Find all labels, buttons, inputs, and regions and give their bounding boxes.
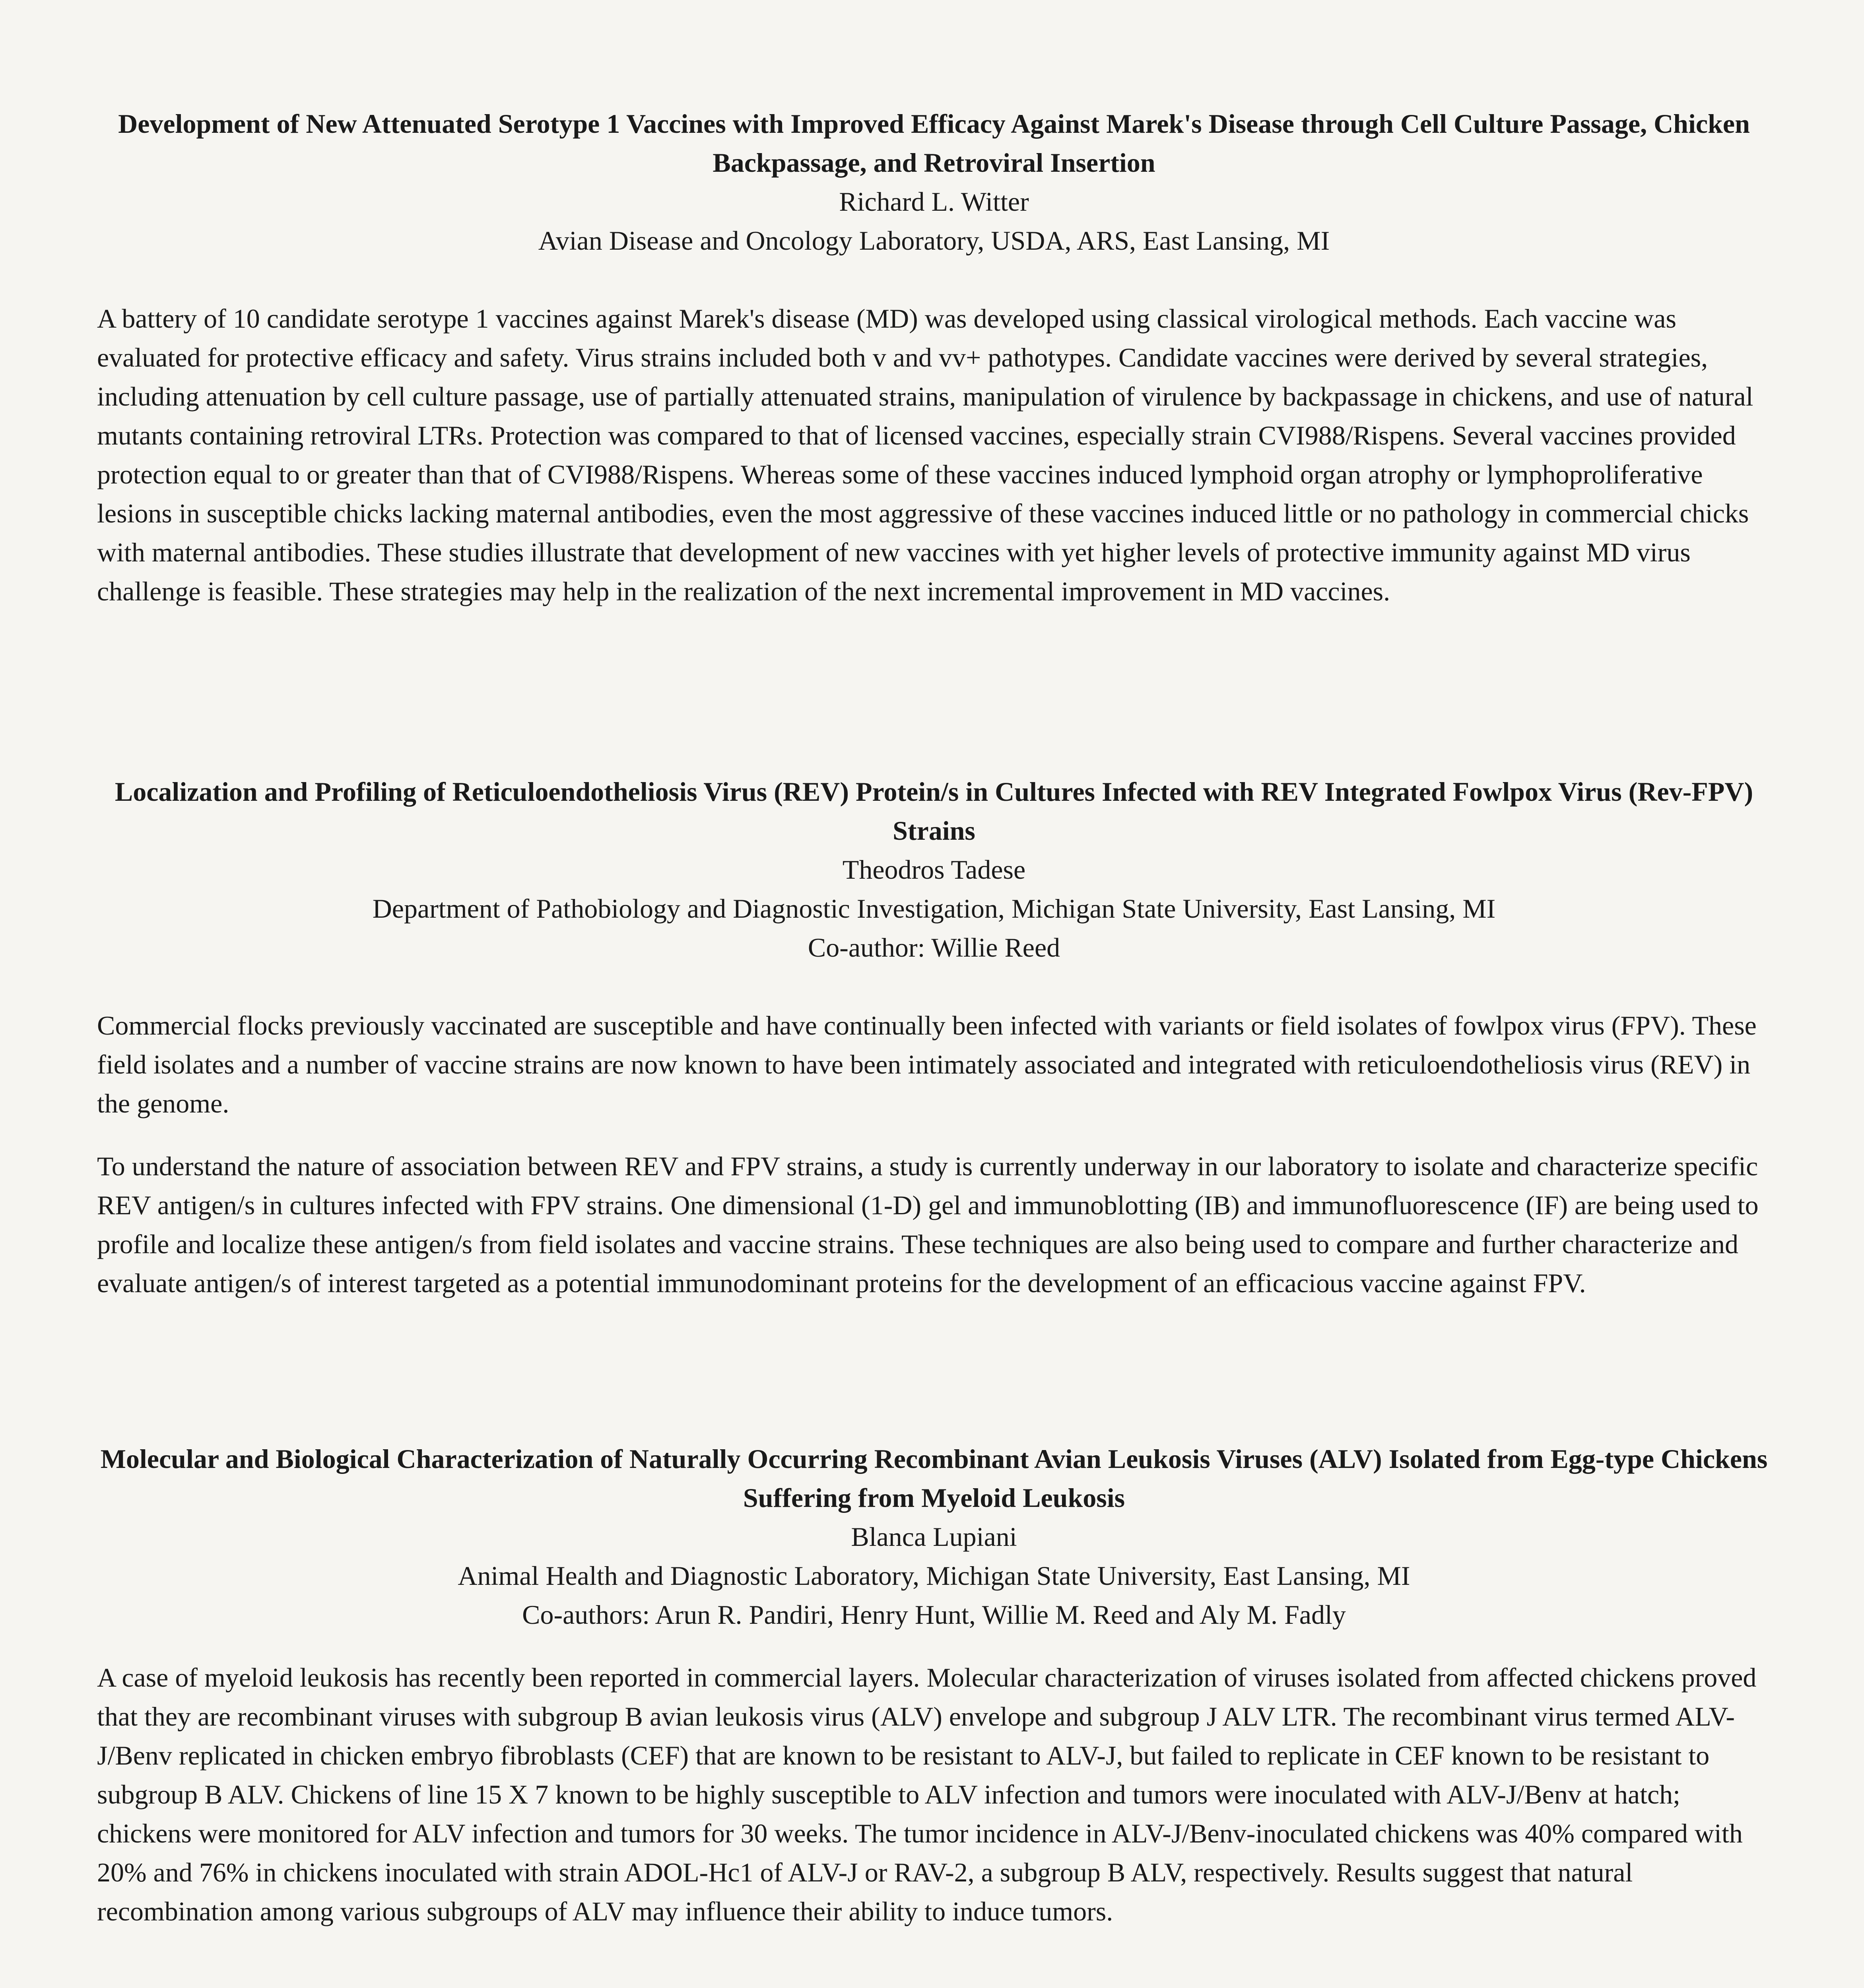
abstract-title: Molecular and Biological Characterization of Naturally Occurring Recombinant Avian Leukosis Viruses (ALV) Isolated from Egg-type Chickens Suffering from Myeloid Leukosis: [100, 1444, 1768, 1513]
abstract-author: Theodros Tadese: [842, 854, 1026, 885]
abstract-paragraph: A battery of 10 candidate serotype 1 vaccines against Marek's disease (MD) was developed using classical virological methods. Each vaccine was evaluated for protective efficacy and safety. Virus strains included both v and vv+ pathotypes. Candidate vaccines were derived by several strategies, including attenuation by cell culture passage, use of partially attenuated strains, manipulation of virulence by backpassage in chickens, and use of natural mutants containing retroviral LTRs. Protection was compared to that of licensed vaccines, especially strain CVI988/Rispens. Several vaccines provided protection equal to or greater than that of CVI988/Rispens. Whereas some of these vaccines induced lymphoid organ atrophy or lymphoproliferative lesions in susceptible chicks lacking maternal antibodies, even the most aggressive of these vaccines induced little or no pathology in commercial chicks with maternal antibodies. These studies illustrate that development of new vaccines with yet higher levels of protective immunity against MD virus challenge is feasible. These strategies may help in the realization of the next incremental improvement in MD vaccines.: [97, 303, 1753, 606]
abstract-affiliation: Department of Pathobiology and Diagnostic Investigation, Michigan State University, East Lansing, MI: [372, 893, 1496, 924]
abstract-title: Localization and Profiling of Reticuloendotheliosis Virus (REV) Protein/s in Cultures Infected with REV Integrated Fowlpox Virus (Rev-FPV) Strains: [115, 777, 1753, 846]
abstract-affiliation: Avian Disease and Oncology Laboratory, USDA, ARS, East Lansing, MI: [538, 225, 1330, 256]
abstract-paragraph: To understand the nature of association between REV and FPV strains, a study is currently underway in our laboratory to isolate and characterize specific REV antigen/s in cultures infected with FPV strains. One dimensional (1-D) gel and immunoblotting (IB) and immunofluorescence (IF) are being used to profile and localize these antigen/s from field isolates and vaccine strains. These techniques are also being used to compare and further characterize and evaluate antigen/s of interest targeted as a potential immunodominant proteins for the development of an efficacious vaccine against FPV.: [97, 1151, 1759, 1298]
abstract-paragraph: A case of myeloid leukosis has recently been reported in commercial layers. Molecular characterization of viruses isolated from affected chickens proved that they are recombinant viruses with subgroup B avian leukosis virus (ALV) envelope and subgroup J ALV LTR. The recombinant virus termed ALV-J/Benv replicated in chicken embryo fibroblasts (CEF) that are known to be resistant to ALV-J, but failed to replicate in CEF known to be resistant to subgroup B ALV. Chickens of line 15 X 7 known to be highly susceptible to ALV infection and tumors were inoculated with ALV-J/Benv at hatch; chickens were monitored for ALV infection and tumors for 30 weeks. The tumor incidence in ALV-J/Benv-inoculated chickens was 40% compared with 20% and 76% in chickens inoculated with strain ADOL-Hc1 of ALV-J or RAV-2, a subgroup B ALV, respectively. Results suggest that natural recombination among various subgroups of ALV may influence their ability to induce tumors.: [97, 1662, 1757, 1926]
abstract-affiliation: Animal Health and Diagnostic Laboratory, Michigan State University, East Lansing, MI: [458, 1561, 1410, 1591]
abstract-paragraph: Commercial flocks previously vaccinated are susceptible and have continually been infected with variants or field isolates of fowlpox virus (FPV). These field isolates and a number of vaccine strains are now known to have been intimately associated and integrated with reticuloendotheliosis virus (REV) in the genome.: [97, 1010, 1757, 1118]
abstract-title: Development of New Attenuated Serotype 1 Vaccines with Improved Efficacy Against Marek's Disease through Cell Culture Passage, Chicken Backpassage, and Retroviral Insertion: [118, 109, 1750, 178]
abstract-coauthors: Co-authors: Arun R. Pandiri, Henry Hunt, Willie M. Reed and Aly M. Fadly: [522, 1600, 1346, 1630]
abstract-rev-proteins: [97, 772, 1771, 1303]
abstract-coauthors: Co-author: Willie Reed: [808, 932, 1060, 963]
abstract-author: Richard L. Witter: [839, 186, 1029, 217]
abstract-alv-recombinant: [97, 1439, 1771, 1931]
abstract-marek-vaccines: [97, 104, 1771, 611]
abstract-author: Blanca Lupiani: [851, 1522, 1017, 1552]
